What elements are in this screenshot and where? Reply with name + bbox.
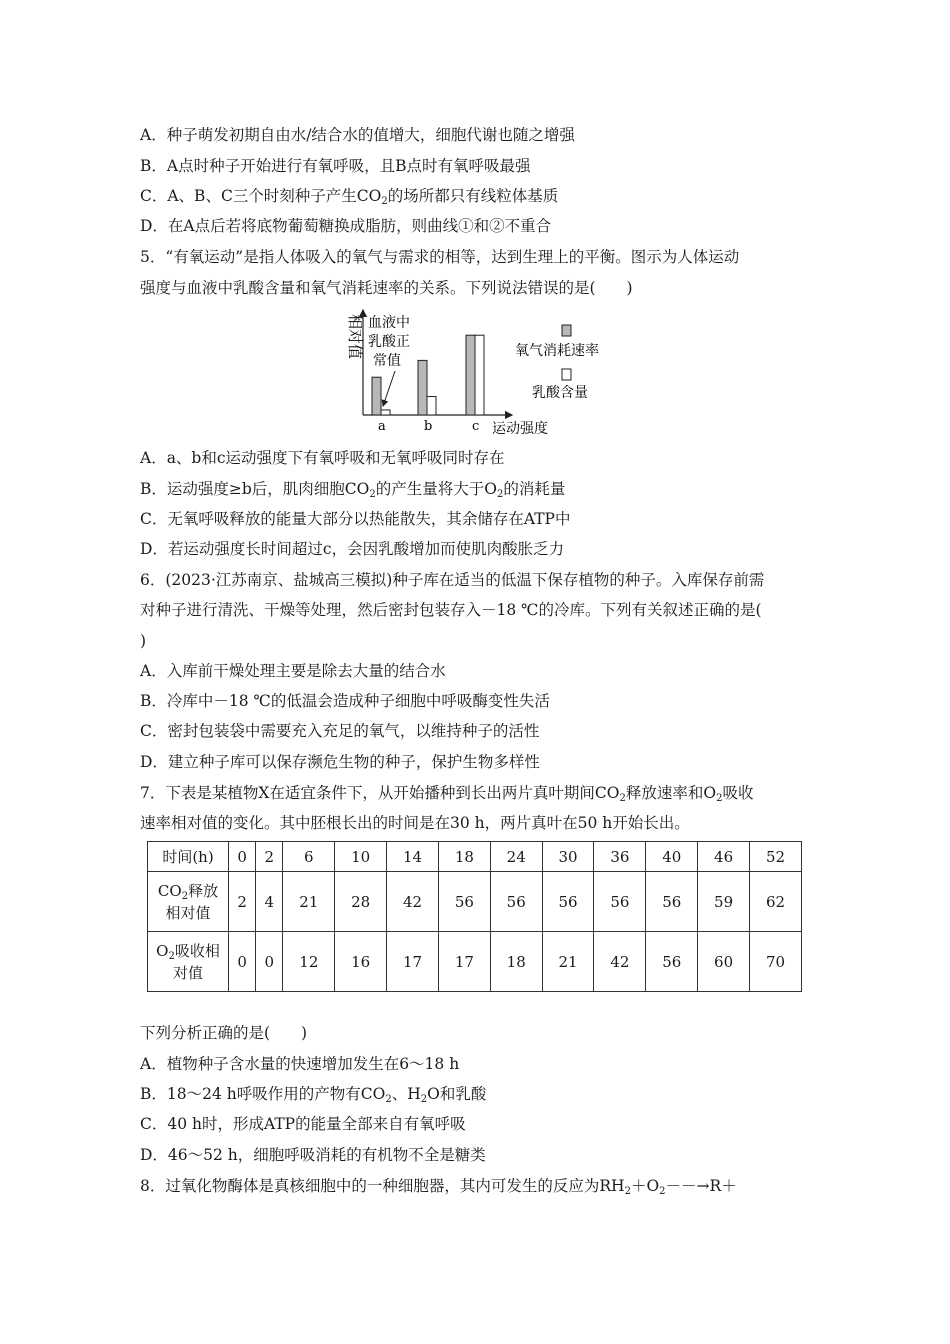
table-time-cell: 24 — [490, 842, 542, 872]
q7-option-a: A．植物种子含水量的快速增加发生在6～18 h — [140, 1055, 460, 1073]
legend-label-oxygen: 氧气消耗速率 — [515, 343, 599, 359]
q6-stem-line2: 对种子进行清洗、干燥等处理，然后密封包装存入－18 ℃的冷库。下列有关叙述正确的是( — [140, 601, 762, 619]
table-cell: 56 — [594, 872, 646, 932]
q6-stem-line3: ) — [140, 632, 147, 650]
table-time-cell: 6 — [283, 842, 335, 872]
bar-b-lactic — [427, 397, 436, 415]
row-label-o2-b: 对值 — [172, 963, 203, 982]
q6-option-d: D．建立种子库可以保存濒危生物的种子，保护生物多样性 — [140, 753, 540, 771]
q7-stem-line2: 速率相对值的变化。其中胚根长出的时间是在30 h，两片真叶在50 h开始长出。 — [140, 814, 690, 832]
table-time-cell: 0 — [229, 842, 256, 872]
row-label-o2-a: $O_2$吸收相 — [156, 941, 220, 962]
bar-b-oxygen — [418, 360, 427, 415]
table-cell: 59 — [698, 872, 750, 932]
table-cell: 17 — [438, 932, 490, 992]
q6-option-b: B．冷库中－18 ℃的低温会造成种子细胞中呼吸酶变性失活 — [140, 692, 550, 710]
table-cell: 62 — [750, 872, 802, 932]
table-row-label-o2 — [148, 932, 229, 992]
table-cell: 17 — [387, 932, 439, 992]
table-cell: 42 — [387, 872, 439, 932]
table-time-cell: 14 — [387, 842, 439, 872]
bar-c-lactic — [475, 335, 484, 415]
y-axis-label: 相对值 — [346, 314, 364, 360]
q5-option-a: A．a、b和c运动强度下有氧呼吸和无氧呼吸同时存在 — [140, 449, 505, 467]
table-cell: 42 — [594, 932, 646, 992]
table-cell: 2 — [229, 872, 256, 932]
table-row-co2 — [148, 872, 802, 932]
table-time-cell: 52 — [750, 842, 802, 872]
table-cell: 56 — [438, 872, 490, 932]
table-time-cell: 46 — [698, 842, 750, 872]
table-cell: 4 — [256, 872, 283, 932]
table-cell: 56 — [646, 872, 698, 932]
legend-swatch-lactic — [562, 369, 571, 380]
row-label-co2-b: 相对值 — [165, 903, 211, 922]
legend-label-lactic: 乳酸含量 — [532, 385, 588, 401]
table-header-row — [148, 842, 802, 872]
table-cell: 12 — [283, 932, 335, 992]
x-tick-a: a — [378, 419, 386, 434]
table-cell: 56 — [490, 872, 542, 932]
annotation-line2: 乳酸正 — [368, 334, 410, 350]
q7-option-b: B．18～24 h呼吸作用的产物有$CO_2$、$H_2O$和乳酸 — [140, 1085, 487, 1105]
table-cell: 16 — [335, 932, 387, 992]
q5-bar-chart — [320, 300, 640, 440]
annotation-arrow — [383, 371, 395, 406]
q5-option-c: C．无氧呼吸释放的能量大部分以热能散失，其余储存在ATP中 — [140, 510, 571, 528]
x-tick-b: b — [424, 419, 433, 434]
table-time-cell: 40 — [646, 842, 698, 872]
table-time-cell: 2 — [256, 842, 283, 872]
table-cell: 28 — [335, 872, 387, 932]
table-cell: 56 — [542, 872, 594, 932]
q7-option-d: D．46～52 h，细胞呼吸消耗的有机物不全是糖类 — [140, 1146, 486, 1164]
bar-a-oxygen — [372, 377, 381, 415]
q5-stem-line2: 强度与血液中乳酸含量和氧气消耗速率的关系。下列说法错误的是( ) — [140, 279, 633, 297]
row-label-co2-a: $CO_2$释放 — [157, 881, 219, 902]
q4-option-b: B．A点时种子开始进行有氧呼吸，且B点时有氧呼吸最强 — [140, 157, 531, 175]
annotation-line1: 血液中 — [368, 315, 410, 331]
table-cell: 0 — [229, 932, 256, 992]
table-row-o2 — [148, 932, 802, 992]
bar-c-oxygen — [466, 335, 475, 415]
q8-stem-line1: 8．过氧化物酶体是真核细胞中的一种细胞器，其内可发生的反应为$RH_2+O_2--\to R+$ — [140, 1177, 737, 1197]
q4-option-c: C．A、B、C三个时刻种子产生$CO_2$的场所都只有线粒体基质 — [140, 187, 559, 207]
x-tick-c: c — [472, 419, 480, 434]
table-time-cell: 36 — [594, 842, 646, 872]
table-header-label: 时间(h) — [148, 842, 229, 872]
q4-option-d: D．在A点后若将底物葡萄糖换成脂肪，则曲线①和②不重合 — [140, 217, 552, 235]
q6-stem-line1: 6．(2023·江苏南京、盐城高三模拟)种子库在适当的低温下保存植物的种子。入库保存前需 — [140, 571, 765, 589]
q7-question: 下列分析正确的是( ) — [140, 1024, 308, 1042]
q7-option-c: C．40 h时，形成ATP的能量全部来自有氧呼吸 — [140, 1115, 466, 1133]
q5-stem-line1: 5．“有氧运动”是指人体吸入的氧气与需求的相等，达到生理上的平衡。图示为人体运动 — [140, 248, 740, 266]
legend-swatch-oxygen — [562, 325, 571, 336]
q5-option-d: D．若运动强度长时间超过c，会因乳酸增加而使肌肉酸胀乏力 — [140, 540, 565, 558]
annotation-line3: 常值 — [373, 353, 401, 369]
table-time-cell: 30 — [542, 842, 594, 872]
table-cell: 56 — [646, 932, 698, 992]
table-cell: 70 — [750, 932, 802, 992]
table-time-cell: 18 — [438, 842, 490, 872]
q7-stem-line1: 7．下表是某植物X在适宜条件下，从开始播种到长出两片真叶期间$CO_2$释放速率和$O_2$吸收 — [140, 784, 754, 804]
q4-option-a: A．种子萌发初期自由水/结合水的值增大，细胞代谢也随之增强 — [140, 126, 575, 144]
table-cell: 0 — [256, 932, 283, 992]
q7-data-table — [147, 841, 802, 992]
q6-option-a: A．入库前干燥处理主要是除去大量的结合水 — [140, 662, 446, 680]
table-row-label-co2 — [148, 872, 229, 932]
table-cell: 21 — [542, 932, 594, 992]
table-time-cell: 10 — [335, 842, 387, 872]
table-cell: 18 — [490, 932, 542, 992]
bar-a-lactic — [381, 410, 390, 415]
x-axis-label: 运动强度 — [492, 421, 548, 437]
q6-option-c: C．密封包装袋中需要充入充足的氧气，以维持种子的活性 — [140, 722, 540, 740]
table-cell: 21 — [283, 872, 335, 932]
table-cell: 60 — [698, 932, 750, 992]
q5-option-b: B．运动强度≥b后，肌肉细胞$CO_2$的产生量将大于$O_2$的消耗量 — [140, 480, 566, 500]
